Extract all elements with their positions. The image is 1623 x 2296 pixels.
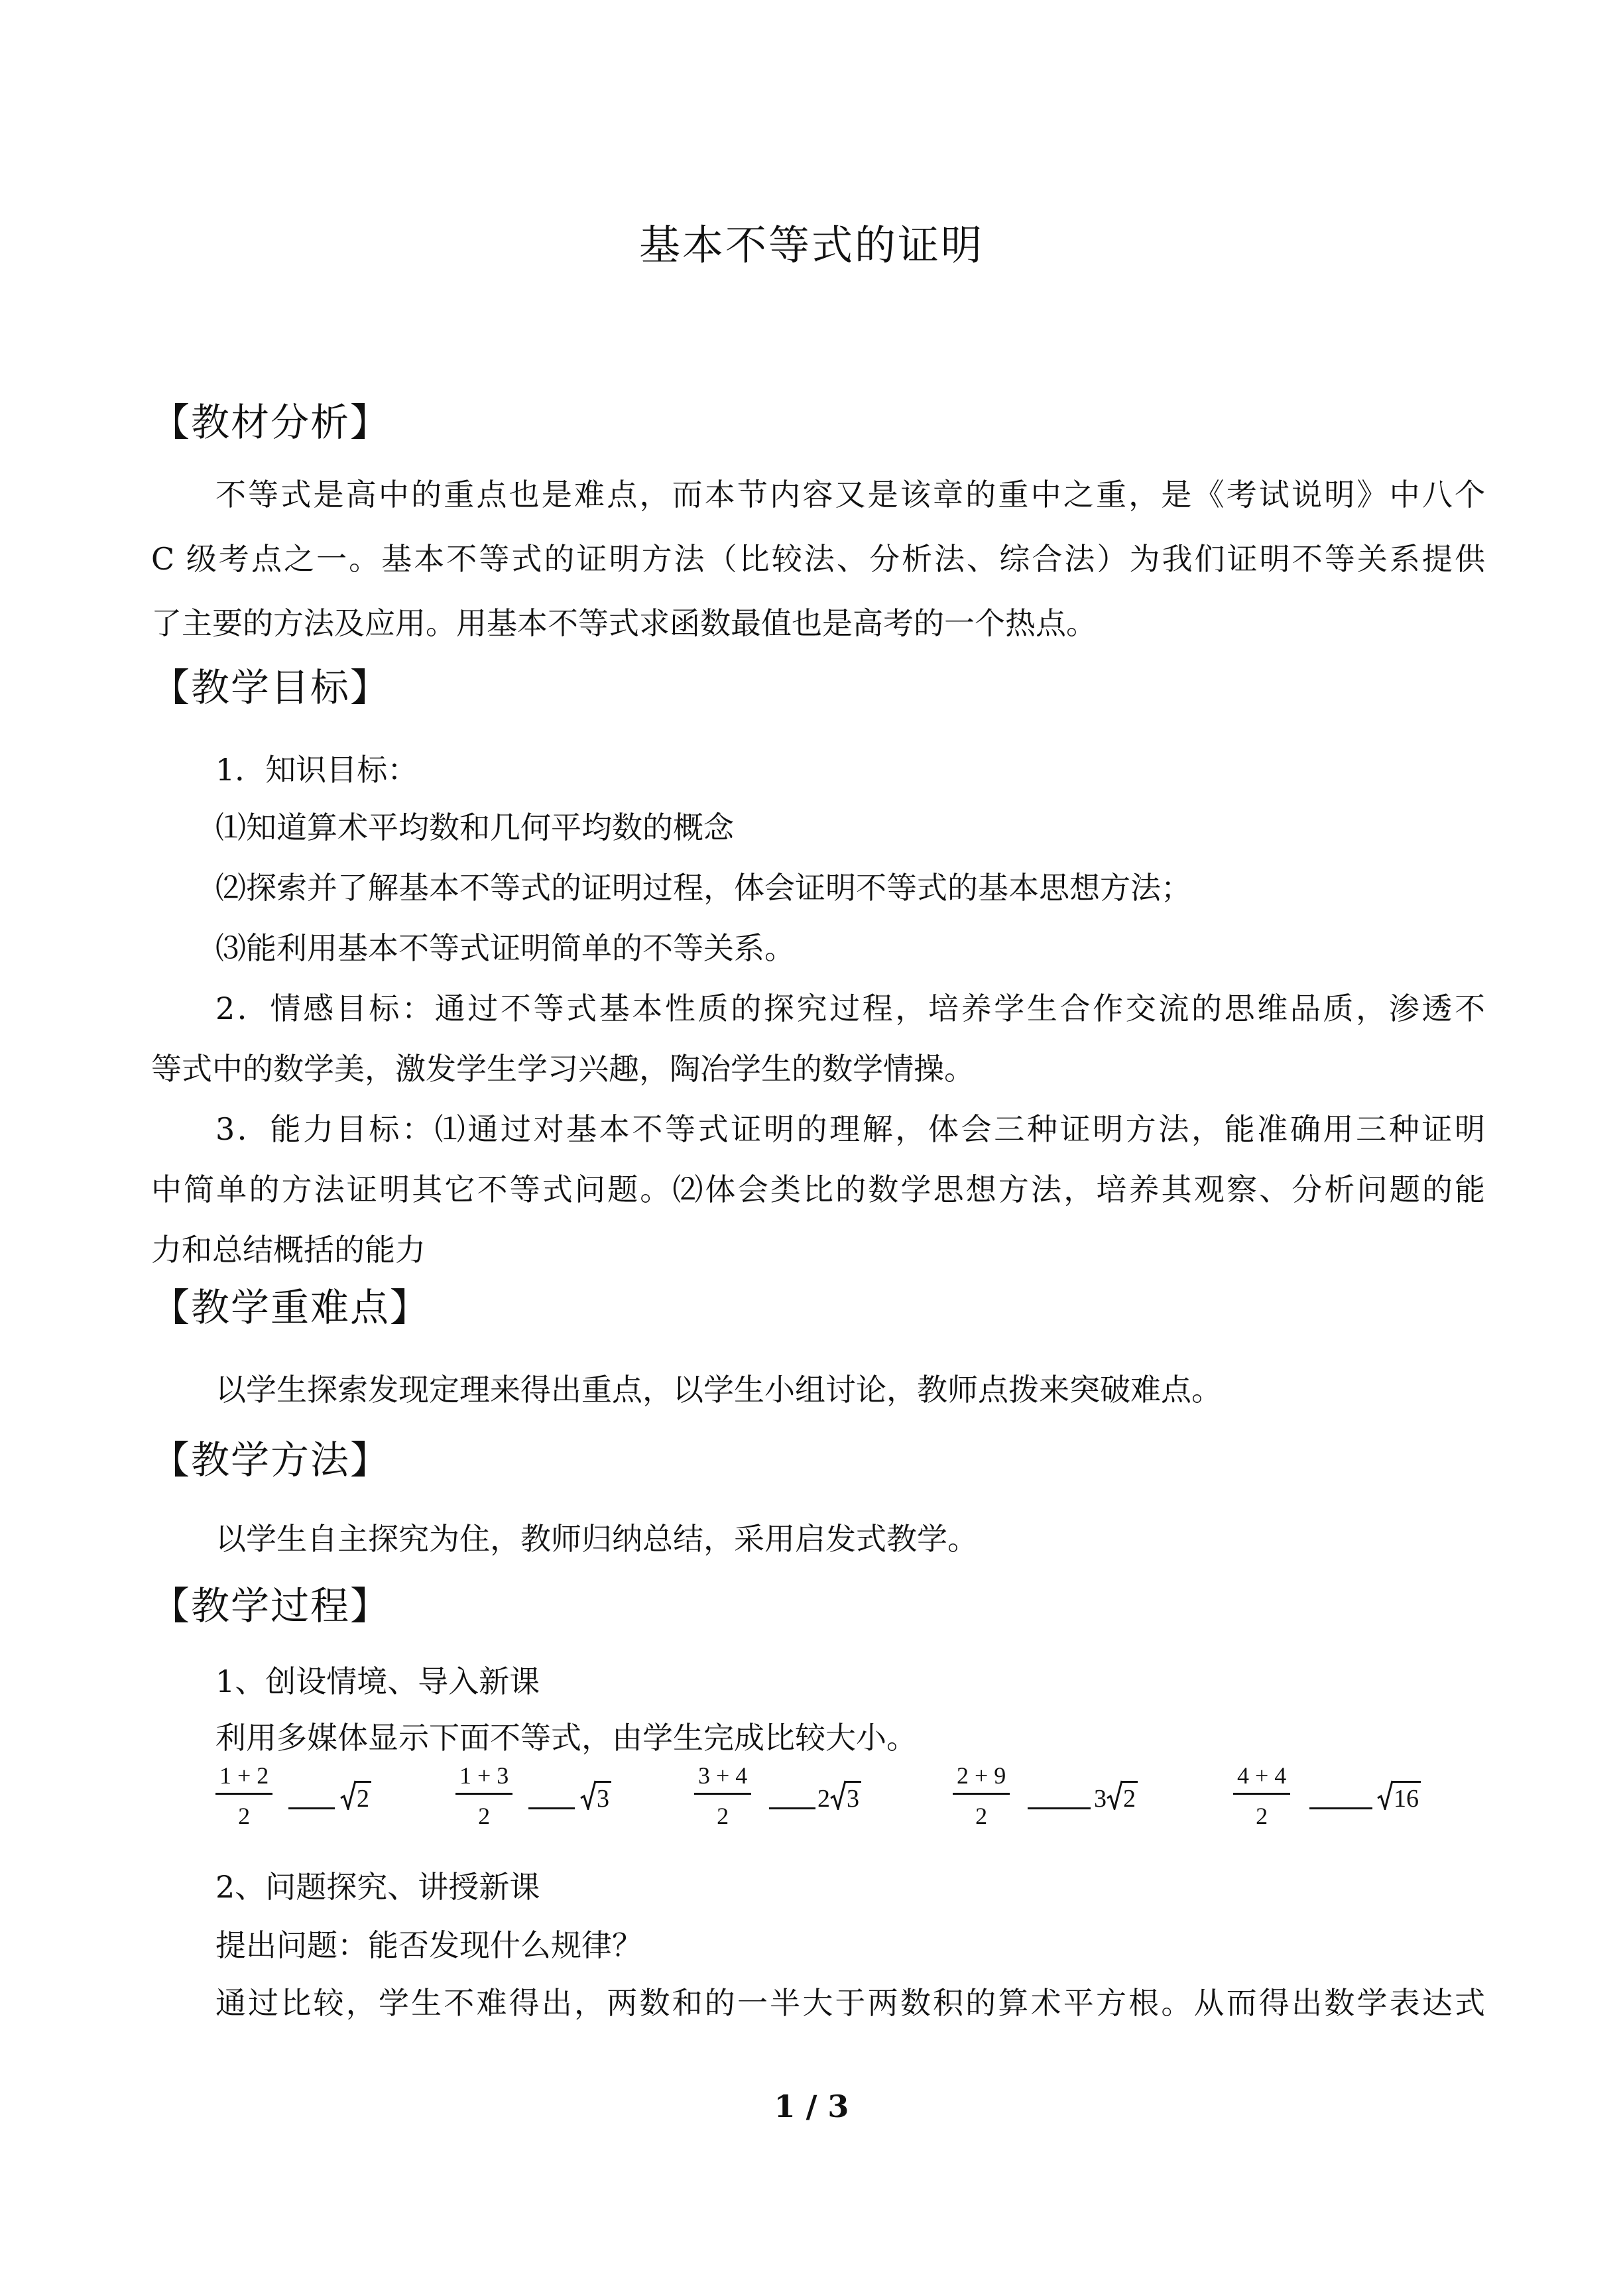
sqrt-sign	[830, 1781, 861, 1813]
section-heading-goals: 【教学目标】	[151, 665, 391, 710]
paragraph-line: 等式中的数学美，激发学生学习兴趣，陶冶学生的数学情操。	[151, 1051, 975, 1087]
section-heading-keypoints: 【教学重难点】	[151, 1285, 430, 1330]
fraction	[1233, 1764, 1290, 1828]
comparison-formulas	[215, 1764, 1475, 1856]
formula-rhs	[580, 1781, 611, 1813]
radicand: 3	[845, 1781, 861, 1813]
sqrt-sign	[340, 1781, 371, 1813]
paragraph-line: 以学生探索发现定理来得出重点，以学生小组讨论，教师点拨来突破难点。	[215, 1372, 1222, 1408]
fraction	[215, 1764, 272, 1828]
paragraph-line: 通过比较，学生不难得出，两数和的一半大于两数积的算术平方根。从而得出数学表达式	[215, 1985, 1485, 2021]
document-title: 基本不等式的证明	[638, 221, 984, 269]
fraction-denominator: 2	[478, 1803, 491, 1829]
answer-blank	[769, 1807, 815, 1809]
section-heading-process: 【教学过程】	[151, 1583, 391, 1628]
paragraph-line: 2、问题探究、讲授新课	[215, 1869, 540, 1905]
coefficient: 3	[1094, 1785, 1107, 1813]
radicand: 2	[355, 1781, 371, 1813]
answer-blank	[1309, 1807, 1372, 1809]
sqrt-sign	[1377, 1781, 1421, 1813]
paragraph-line: 利用多媒体显示下面不等式，由学生完成比较大小。	[215, 1720, 917, 1756]
section-heading-analysis: 【教材分析】	[151, 400, 391, 445]
radicand: 2	[1121, 1781, 1138, 1813]
paragraph-line: 以学生自主探究为住，教师归纳总结，采用启发式教学。	[215, 1521, 978, 1557]
fraction-denominator: 2	[717, 1803, 729, 1829]
paragraph-line: ⑶能利用基本不等式证明简单的不等关系。	[215, 930, 795, 966]
coefficient: 2	[817, 1785, 830, 1813]
formula-rhs	[1094, 1781, 1138, 1813]
radicand: 16	[1392, 1781, 1421, 1813]
fraction-numerator: 1 + 2	[215, 1764, 272, 1795]
fraction-denominator: 2	[238, 1803, 251, 1829]
paragraph-line: 2．情感目标：通过不等式基本性质的探究过程，培养学生合作交流的思维品质，渗透不	[215, 991, 1485, 1026]
sqrt-sign	[1107, 1781, 1138, 1813]
fraction-numerator: 3 + 4	[694, 1764, 751, 1795]
paragraph-line: ⑵探索并了解基本不等式的证明过程，体会证明不等式的基本思想方法；	[215, 870, 1191, 906]
section-heading-method: 【教学方法】	[151, 1437, 391, 1482]
fraction-numerator: 4 + 4	[1233, 1764, 1290, 1795]
answer-blank	[1028, 1807, 1091, 1809]
paragraph-line: 不等式是高中的重点也是难点，而本节内容又是该章的重中之重，是《考试说明》中八个	[215, 477, 1485, 513]
sqrt-sign	[580, 1781, 611, 1813]
fraction-numerator: 2 + 9	[953, 1764, 1010, 1795]
fraction-numerator: 1 + 3	[455, 1764, 512, 1795]
paragraph-line: 1、创设情境、导入新课	[215, 1663, 540, 1699]
formula-rhs	[817, 1781, 861, 1813]
paragraph-line: C 级考点之一。基本不等式的证明方法（比较法、分析法、综合法）为我们证明不等关系提供	[151, 541, 1485, 577]
paragraph-line: 3．能力目标：⑴通过对基本不等式证明的理解，体会三种证明方法，能准确用三种证明	[215, 1111, 1485, 1147]
fraction-denominator: 2	[1256, 1803, 1268, 1829]
fraction	[953, 1764, 1010, 1828]
paragraph-line: 中简单的方法证明其它不等式问题。⑵体会类比的数学思想方法，培养其观察、分析问题的能	[151, 1172, 1485, 1207]
paragraph-line: 提出问题：能否发现什么规律？	[215, 1927, 642, 1963]
radicand: 3	[595, 1781, 611, 1813]
answer-blank	[528, 1807, 575, 1809]
paragraph-line: ⑴知道算术平均数和几何平均数的概念	[215, 810, 734, 845]
paragraph-line: 1．知识目标：	[215, 752, 418, 788]
paragraph-line: 力和总结概括的能力	[151, 1232, 426, 1268]
formula-rhs	[1377, 1781, 1421, 1813]
fraction	[694, 1764, 751, 1828]
formula-rhs	[340, 1781, 371, 1813]
paragraph-line: 了主要的方法及应用。用基本不等式求函数最值也是高考的一个热点。	[151, 605, 1097, 641]
fraction	[455, 1764, 512, 1828]
page-number: 1 / 3	[774, 2088, 849, 2124]
fraction-denominator: 2	[975, 1803, 988, 1829]
answer-blank	[288, 1807, 335, 1809]
